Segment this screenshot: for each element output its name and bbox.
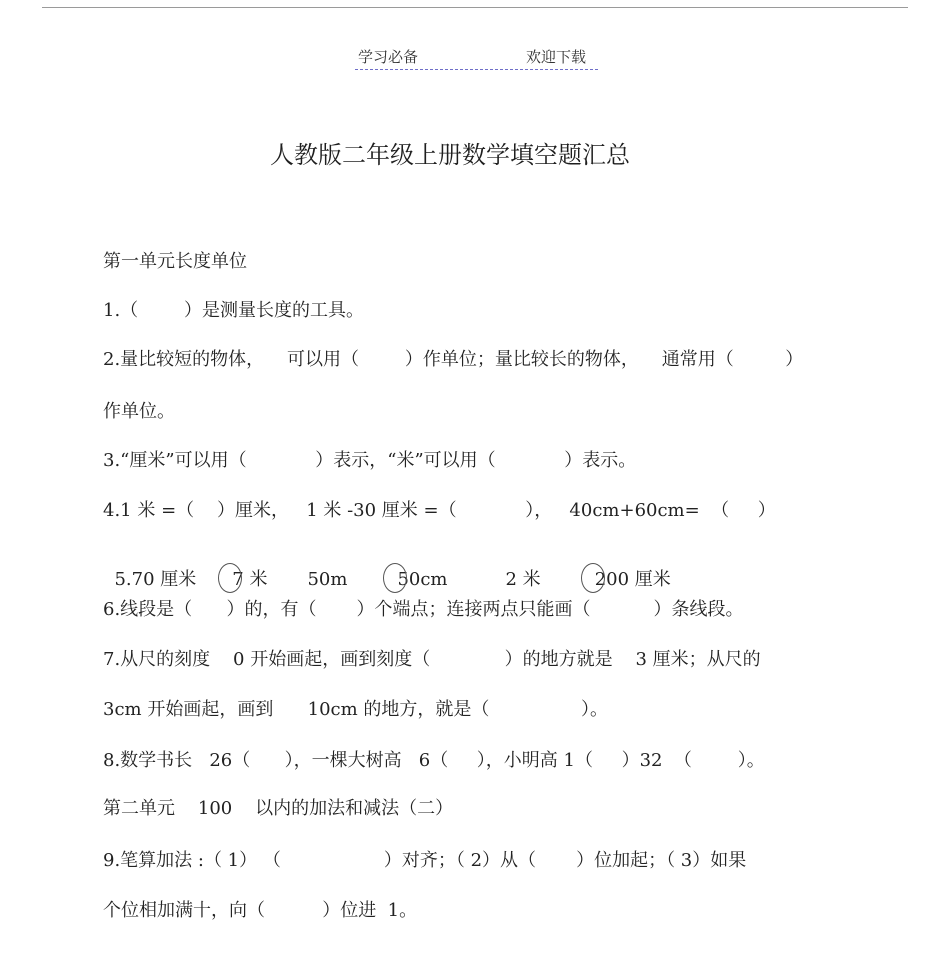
question-9: 9.笔算加法 :（ 1） （ ）对齐；（ 2）从（ ）位加起；（ 3）如果: [103, 850, 747, 871]
question-2-continued: 作单位。: [103, 401, 175, 422]
q5-item-5: 2 米: [505, 569, 541, 590]
top-rule: [42, 7, 908, 8]
q5-item-3: 50m: [307, 569, 348, 590]
question-7-continued: 3cm 开始画起，画到 10cm 的地方，就是（ ）。: [103, 699, 608, 720]
question-8: 8.数学书长 26（ ），一棵大树高 6（ ），小明高 1（ ）32 （ ）。: [103, 750, 765, 771]
q5-item-1: 5.70 厘米: [114, 569, 197, 590]
page-title: 人教版二年级上册数学填空题汇总: [270, 141, 630, 169]
section-heading-unit-1: 第一单元长度单位: [103, 251, 247, 272]
question-1: 1.（ ）是测量长度的工具。: [103, 300, 364, 321]
question-5: [103, 544, 671, 595]
header-dashed-underline: [355, 69, 598, 70]
header-right: 欢迎下载: [526, 48, 587, 66]
compare-circle-3[interactable]: [581, 563, 605, 593]
question-9-continued: 个位相加满十，向（ ）位进 1。: [103, 900, 418, 921]
q5-item-4: 50cm: [397, 569, 448, 590]
question-3: 3.“厘米”可以用（ ）表示，“米”可以用（ ）表示。: [103, 450, 637, 471]
q5-item-2: 7 米: [232, 569, 268, 590]
question-7: 7.从尺的刻度 0 开始画起，画到刻度（ ）的地方就是 3 厘米；从尺的: [103, 649, 761, 670]
header-left: 学习必备: [358, 48, 419, 66]
question-2: 2.量比较短的物体， 可以用（ ）作单位；量比较长的物体， 通常用（ ）: [103, 349, 804, 370]
question-6: 6.线段是（ ）的，有（ ）个端点；连接两点只能画（ ）条线段。: [103, 599, 744, 620]
question-4: 4.1 米 =（ ）厘米， 1 米 -30 厘米 =（ ）， 40cm+60cm= （ ）: [103, 500, 776, 521]
section-heading-unit-2: 第二单元 100 以内的加法和减法（二）: [103, 798, 454, 819]
q5-item-6: 200 厘米: [594, 569, 671, 590]
